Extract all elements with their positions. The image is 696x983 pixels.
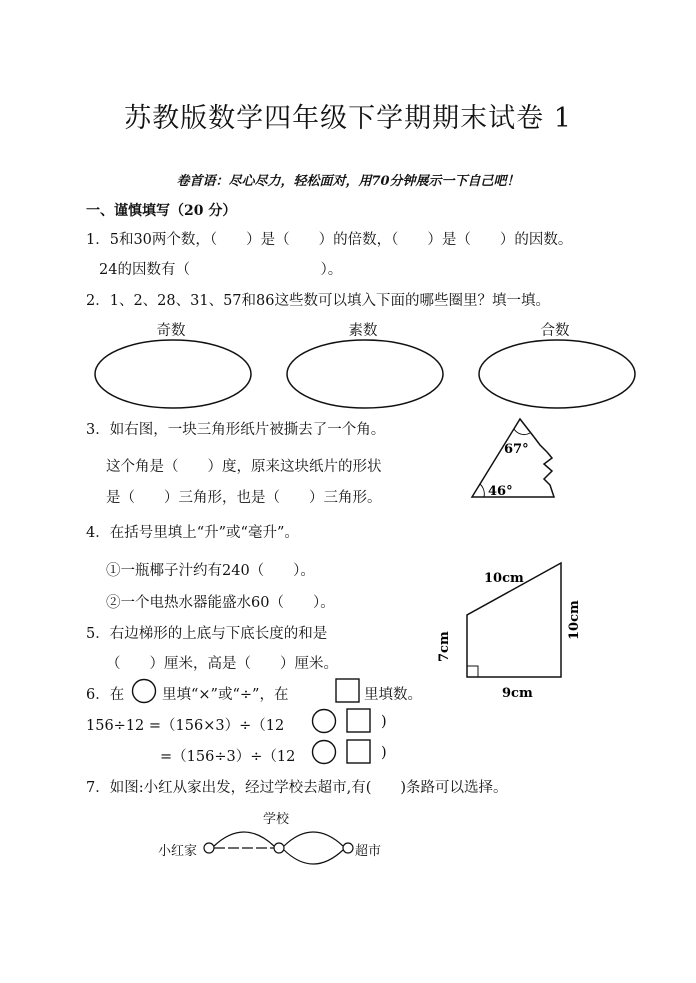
- motto: 卷首语：尽心尽力，轻松面对，用70分钟展示一下自己吧！: [176, 174, 520, 189]
- market-label: 超市: [355, 844, 382, 859]
- q5-line2: （ ）厘米，高是（ ）厘米。: [106, 656, 338, 672]
- q3-line1: 3．如右图，一块三角形纸片被撕去了一个角。: [86, 422, 386, 438]
- q6-mid1: 里填“×”或“÷”，在: [162, 687, 289, 703]
- school-label: 学校: [263, 812, 290, 827]
- angle-46: 46°: [488, 484, 513, 499]
- label-prime: 素数: [348, 323, 378, 339]
- q6-mid2: 里填数。: [364, 687, 422, 703]
- q6-eq2: =（156÷3）÷（12: [160, 749, 296, 765]
- q3-line3: 是（ ）三角形，也是（ ）三角形。: [106, 490, 382, 506]
- q6-eq2-close: ): [381, 745, 387, 761]
- trapezoid-left-label: 7cm: [437, 631, 452, 662]
- q4-line2: ①一瓶椰子汁约有240（ ）。: [106, 563, 315, 579]
- exam-title: 苏教版数学四年级下学期期末试卷 1: [124, 103, 572, 134]
- q1-line1: 1．5和30两个数，（ ）是（ ）的倍数，（ ）是（ ）的因数。: [86, 232, 573, 248]
- q5-line1: 5．右边梯形的上底与下底长度的和是: [86, 626, 328, 642]
- label-composite: 合数: [540, 323, 570, 339]
- trapezoid-bottom-label: 9cm: [502, 686, 533, 701]
- q4-line1: 4．在括号里填上“升”或“毫升”。: [86, 525, 299, 541]
- q2-text: 2．1、2、28、31、57和86这些数可以填入下面的哪些圈里？填一填。: [86, 293, 550, 309]
- trapezoid-top-label: 10cm: [484, 571, 524, 586]
- q4-line3: ②一个电热水器能盛水60（ ）。: [106, 595, 335, 611]
- q7-text: 7．如图:小红从家出发，经过学校去超市,有( )条路可以选择。: [86, 780, 508, 796]
- q6-prefix: 6．在: [86, 687, 125, 703]
- home-label: 小红家: [158, 844, 198, 859]
- q6-eq1-close: ): [381, 714, 387, 730]
- q1-line2: 24的因数有（ ）。: [99, 262, 343, 278]
- trapezoid-right-label: 10cm: [567, 600, 582, 640]
- label-odd: 奇数: [156, 323, 186, 339]
- angle-67: 67°: [504, 442, 529, 457]
- q6-eq1: 156÷12 =（156×3）÷（12: [86, 718, 285, 734]
- q3-line2: 这个角是（ ）度，原来这块纸片的形状: [106, 459, 382, 475]
- section-heading: 一、谨慎填写（20 分）: [86, 203, 237, 219]
